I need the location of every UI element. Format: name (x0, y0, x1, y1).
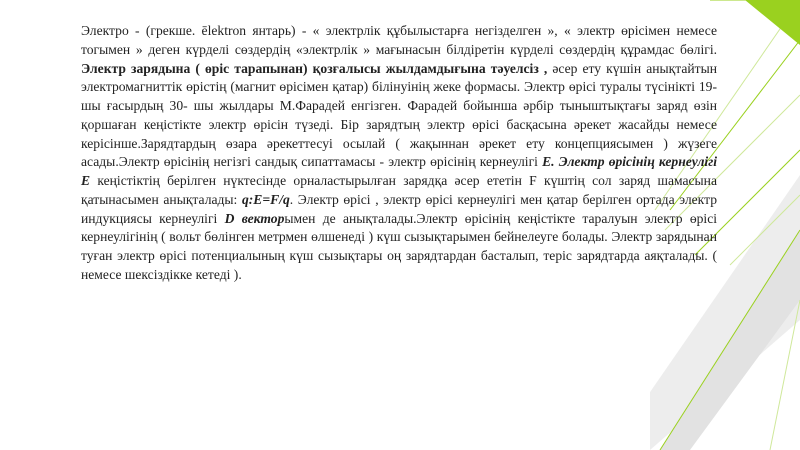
accent-corner (745, 0, 800, 45)
text-d-vector: D вектор (224, 210, 285, 226)
text-formula: q:E=F/q (241, 191, 290, 207)
paragraph (81, 22, 717, 285)
text-bold-definition: Электр зарядына ( өріс тарапынан) қозғалысы жылдамдығына тәуелсіз , (81, 60, 548, 76)
text-body-3: . Электр өрісі , электр өрісі кернеулігі мен қатар берілген ортада электр индукциясы кернеулігі (81, 191, 717, 226)
text-intro: Электро - (грекше. ēlektron янтарь) - « электрлік құбылыстарға негізделген », « электр өрісімен немесе тогымен » деген күрделі сөздердің «электрлік » мағынасын білдіретін күрделі сөздердің құрамдас бөлігі. (81, 23, 717, 57)
text-body-1: әсер ету күшін анықтайтын электромагниттік өрістің (магнит өрісімен қатар) білінуінің жеке формасы. Электр өрісі туралы түсінікті 19-шы ғасырдың 30- шы жылдары М.Фарадей енгізген. Фарадей бойынша әрбір тыныштықтағы заряд өзін қоршаған кеңістікте электр өрісін түзеді. Бір зарядтың электр өрісі басқасына әрекет жасайды немесе керісінше.Зарядтардың өзара әрекеттесуі осылай ( жақыннан әрекет ету концепциясымен ) жүзеге асады.Электр өрісінің негізгі сандық сипаттамасы - электр өрісінің кернеулігі (81, 60, 717, 170)
text-body-4: ымен де анықталады.Электр өрісінің кеңістікте таралуын электр өрісі кернеулігінің ( вольт бөлінген метрмен өлшенеді ) күш сызықтарымен бейнелеуге болады. Электр зарядынан туған электр өрісі потенциалының күш сызықтары оң зарядтардан басталып, теріс зарядтарда аяқталады. ( немесе шексіздікке кетеді ). (81, 210, 718, 282)
text-field-strength-symbol: E. Электр өрісінің кернеулігі E (81, 154, 718, 188)
body-text (81, 22, 717, 285)
text-body-2: кеңістіктің берілген нүктесінде орналастырылған зарядқа әсер ететін F күштің сол заряд шамасына қатынасымен анықталады: (81, 173, 717, 207)
